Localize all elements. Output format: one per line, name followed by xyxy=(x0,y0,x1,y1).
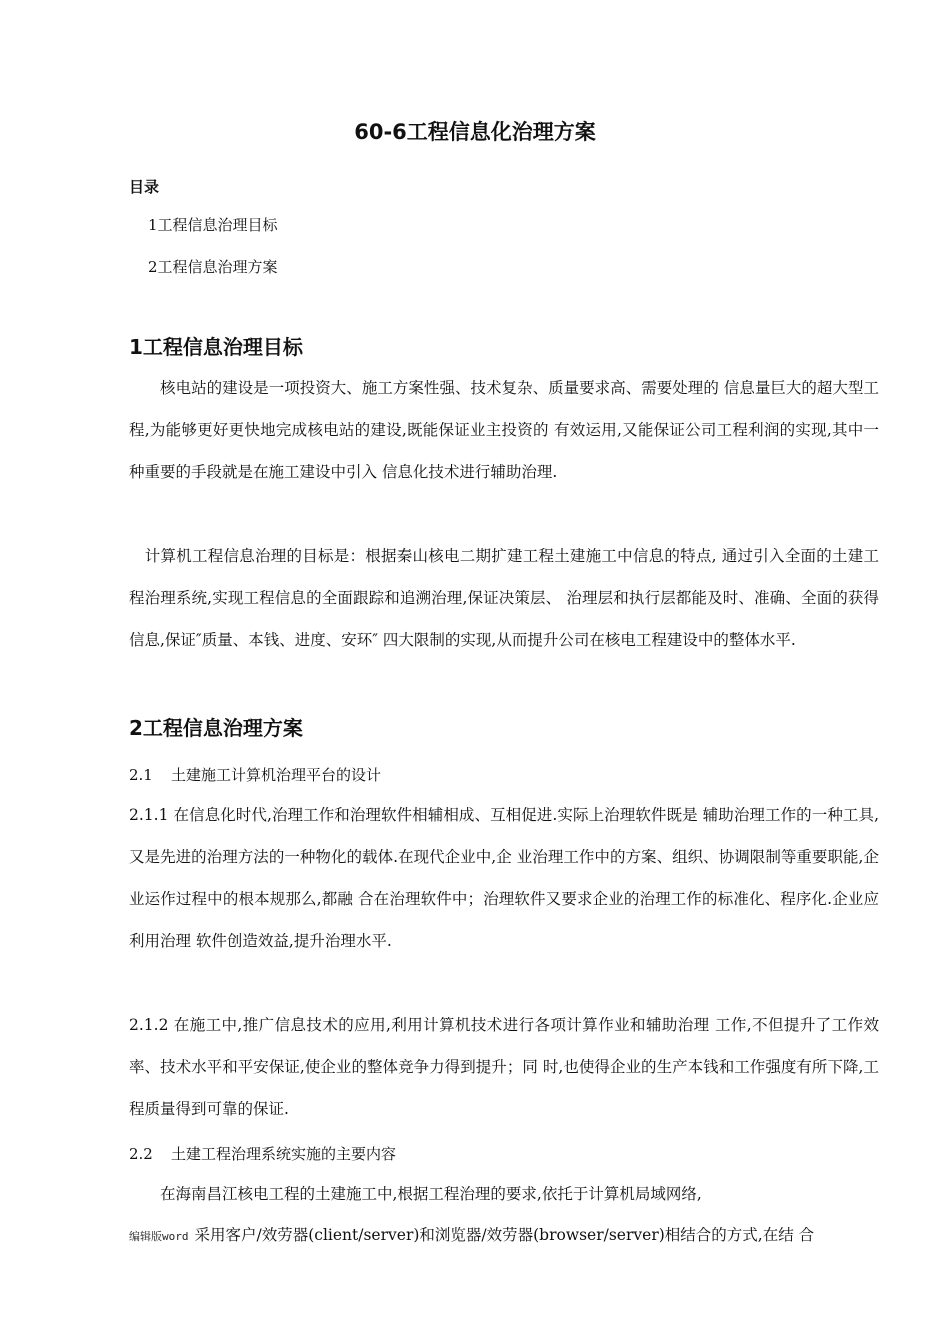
footer-text: 采用客户/效劳器(client/server)和浏览器/效劳器(browser/server)相结合的方式,在结 合 xyxy=(194,1226,815,1244)
section-1-heading: 1工程信息治理目标 xyxy=(129,335,303,359)
page-footer-line xyxy=(129,1223,879,1245)
toc-heading: 目录 xyxy=(129,178,160,196)
watermark-tag: 编辑版word xyxy=(129,1230,189,1243)
subsection-2-2-title: 土建工程治理系统实施的主要内容 xyxy=(171,1145,397,1163)
subsection-2-1-title: 土建施工计算机治理平台的设计 xyxy=(171,766,382,784)
toc-item-2[interactable]: 2工程信息治理方案 xyxy=(148,258,278,276)
subsection-2-2-number: 2.2 xyxy=(129,1145,153,1163)
section-2-heading: 2工程信息治理方案 xyxy=(129,716,303,740)
paragraph-2-1-2: 2.1.2 在施工中,推广信息技术的应用,利用计算机技术进行各项计算作业和辅助治理 工作,不但提升了工作效率、技术水平和平安保证,使企业的整体竞争力得到提升；同 时,也使得企业的生产本钱和工作强度有所下降,工程质量得到可靠的保证. xyxy=(129,1016,879,1118)
section-1-paragraph-1: 核电站的建设是一项投资大、施工方案性强、技术复杂、质量要求高、需要处理的 信息量巨大的超大型工程,为能够更好更快地完成核电站的建设,既能保证业主投资的 有效运用,又能保证公司工程利润的实现,其中一种重要的手段就是在施工建设中引入 信息化技术进行辅助治理. xyxy=(129,379,879,481)
paragraph-2-2: 在海南昌江核电工程的土建施工中,根据工程治理的要求,依托于计算机局域网络, xyxy=(129,1185,702,1203)
subsection-2-1-number: 2.1 xyxy=(129,766,153,784)
document-title: 60-6工程信息化治理方案 xyxy=(354,120,596,144)
paragraph-2-1-1: 2.1.1 在信息化时代,治理工作和治理软件相辅相成、互相促进.实际上治理软件既是 辅助治理工作的一种工具,又是先进的治理方法的一种物化的载体.在现代企业中,企 业治理工作中的方案、组织、协调限制等重要职能,企业运作过程中的根本规那么,都融 合在治理软件中；治理软件又要求企业的治理工作的标准化、程序化.企业应利用治理 软件创造效益,提升治理水平. xyxy=(129,806,879,950)
section-1-paragraph-2: 计算机工程信息治理的目标是：根据秦山核电二期扩建工程土建施工中信息的特点, 通过引入全面的土建工程治理系统,实现工程信息的全面跟踪和追溯治理,保证决策层、 治理层和执行层都能及时、准确、全面的获得信息,保证″质量、本钱、进度、安环″ 四大限制的实现,从而提升公司在核电工程建设中的整体水平. xyxy=(129,547,879,649)
subsection-2-1 xyxy=(129,764,381,785)
toc-item-1[interactable]: 1工程信息治理目标 xyxy=(148,216,278,234)
subsection-2-2 xyxy=(129,1143,396,1164)
